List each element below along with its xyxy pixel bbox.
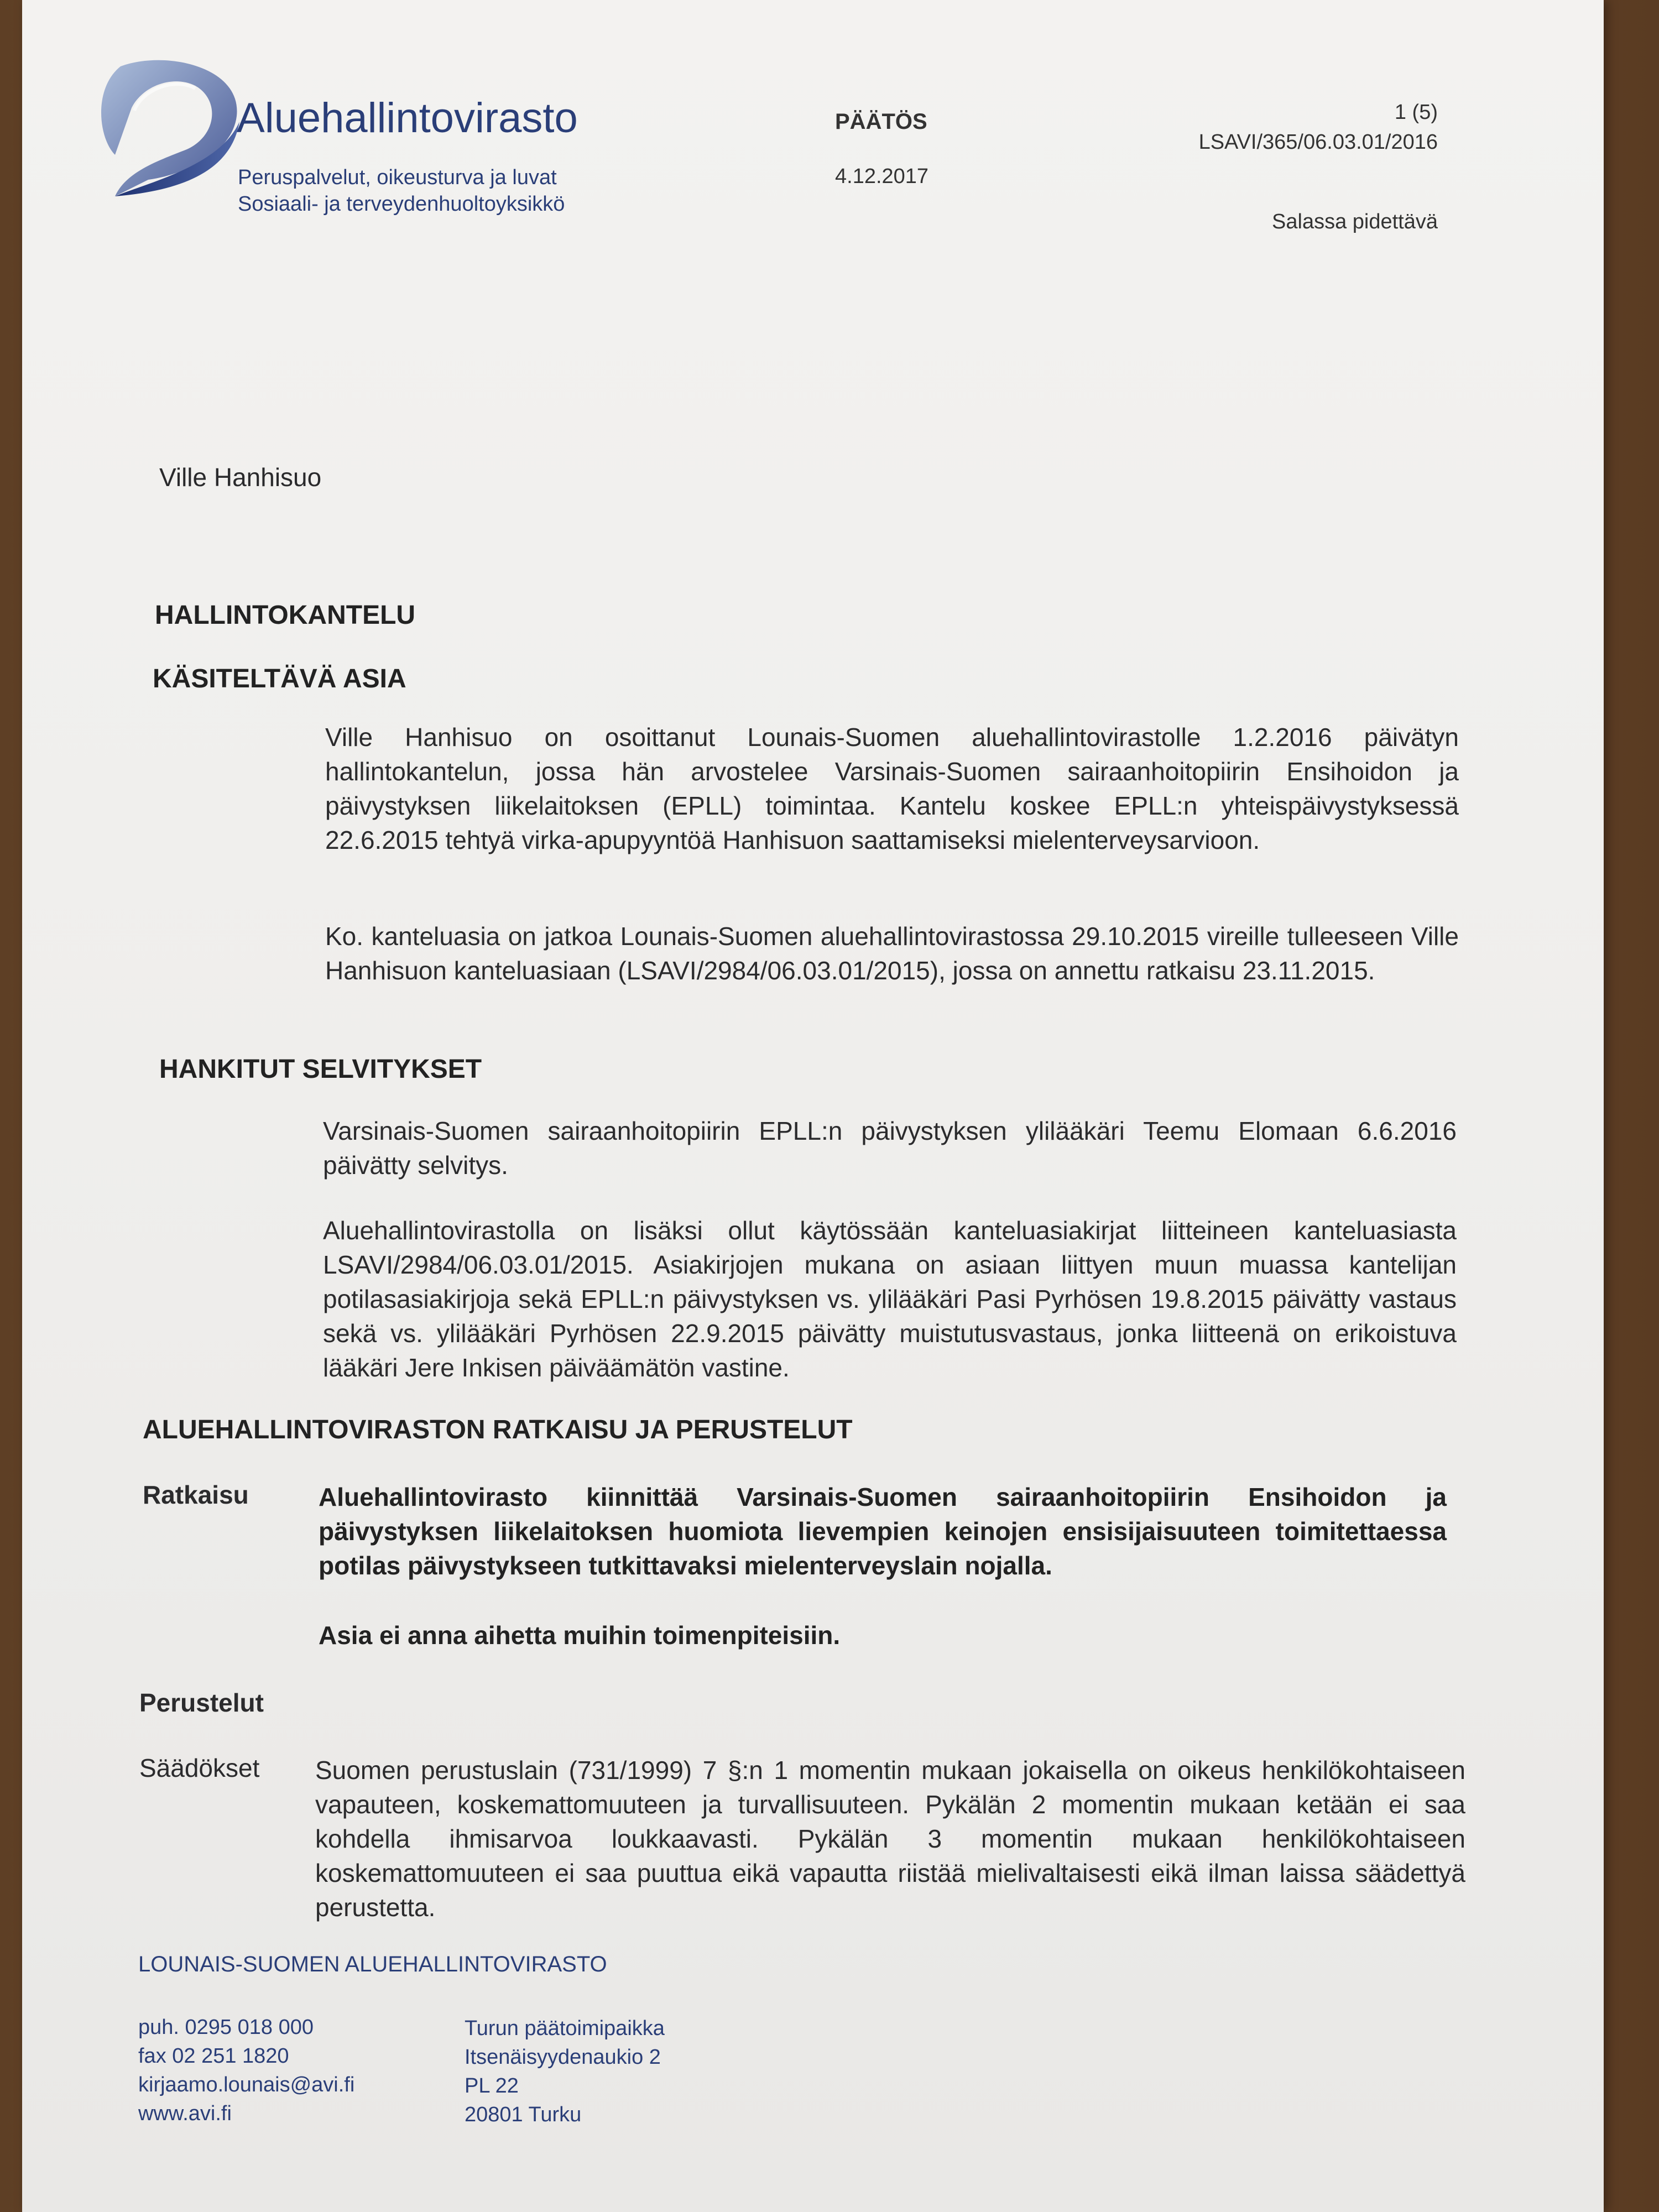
reference-number: LSAVI/365/06.03.01/2016 (1198, 131, 1438, 154)
footer-office-name: LOUNAIS-SUOMEN ALUEHALLINTOVIRASTO (138, 1952, 607, 1976)
footer-address-3: PL 22 (465, 2074, 519, 2098)
heading-decision: ALUEHALLINTOVIRASTON RATKAISU JA PERUSTELUT (143, 1415, 853, 1444)
aluehallintovirasto-logo-icon (82, 55, 248, 199)
agency-name: Aluehallintovirasto (237, 95, 578, 142)
grounds-label: Perustelut (139, 1688, 264, 1717)
solution-label: Ratkaisu (143, 1480, 249, 1509)
heading-main: HALLINTOKANTELU (155, 601, 416, 630)
footer-web: www.avi.fi (138, 2102, 232, 2125)
matter-paragraph-2: Ko. kanteluasia on jatkoa Lounais-Suomen aluehallintovirastossa 29.10.2015 vireille tulleeseen Ville Hanhisuon kanteluasiaan (LSAVI/2984/06.03.01/2015), jossa on annettu ratkaisu 23.11.2015. (325, 922, 1459, 985)
footer-address-2: Itsenäisyydenaukio 2 (465, 2046, 661, 2069)
statutes-label: Säädökset (139, 1754, 260, 1782)
solution-text-2: Asia ei anna aihetta muihin toimenpiteisiin. (319, 1621, 841, 1650)
department-line-2: Sosiaali- ja terveydenhuoltoyksikkö (238, 192, 565, 216)
page-number: 1 (5) (1394, 101, 1438, 124)
footer-contacts (138, 2013, 354, 2128)
document-page (22, 0, 1604, 2212)
matter-paragraph-1: Ville Hanhisuo on osoittanut Lounais-Suomen aluehallintovirastolle 1.2.2016 päivätyn hallintokantelun, jossa hän arvostelee Varsinais-Suomen sairaanhoitopiirin Ensihoidon ja päivystyksen liikelaitoksen (EPLL) toimintaa. Kantelu koskee EPLL:n yhteispäivystyksessä 22.6.2015 tehtyä virka-apupyyntöä Hanhisuon saattamiseksi mielenterveysarvioon. (325, 723, 1459, 854)
footer-address (465, 2014, 665, 2129)
heading-matter: KÄSITELTÄVÄ ASIA (153, 664, 406, 693)
footer-email: kirjaamo.lounais@avi.fi (138, 2073, 355, 2096)
footer-phone: puh. 0295 018 000 (138, 2016, 314, 2039)
heading-reports: HANKITUT SELVITYKSET (159, 1055, 482, 1084)
reports-paragraph-2: Aluehallintovirastolla on lisäksi ollut käytössään kanteluasiakirjat liitteineen kanteluasiasta LSAVI/2984/06.03.01/2015. Asiakirjojen mukana on asiaan liittyen muun muassa kantelijan potilasasiakirjoja sekä EPLL:n päivystyksen vs. ylilääkäri Pasi Pyrhösen 19.8.2015 päivätty vastaus sekä vs. ylilääkäri Pyrhösen 22.9.2015 päivätty muistutusvastaus, jonka liitteenä on erikoistuva lääkäri Jere Inkisen päiväämätön vastine. (323, 1216, 1457, 1382)
footer-address-1: Turun päätoimipaikka (465, 2017, 665, 2040)
confidentiality-notice: Salassa pidettävä (1272, 210, 1438, 233)
solution-text-1: Aluehallintovirasto kiinnittää Varsinais-Suomen sairaanhoitopiirin Ensihoidon ja päivystyksen liikelaitoksen huomiota lievempien keinojen ensisijaisuuteen toimitettaessa potilas päivystykseen tutkittavaksi mielenterveyslain nojalla. (319, 1483, 1447, 1580)
document-type: PÄÄTÖS (835, 109, 927, 134)
footer-address-4: 20801 Turku (465, 2103, 582, 2126)
reports-paragraph-1: Varsinais-Suomen sairaanhoitopiirin EPLL:n päivystyksen ylilääkäri Teemu Elomaan 6.6.2016 päivätty selvitys. (323, 1117, 1457, 1180)
statutes-paragraph: Suomen perustuslain (731/1999) 7 §:n 1 momentin mukaan jokaisella on oikeus henkilökohtaiseen vapauteen, koskemattomuuteen ja turvallisuuteen. Pykälän 2 momentin mukaan ketään ei saa kohdella ihmisarvoa loukkaavasti. Pykälän 3 momentin mukaan henkilökohtaiseen koskemattomuuteen ei saa puuttua eikä vapautta riistää mielivaltaisesti eikä ilman laissa säädettyä perustetta. (315, 1756, 1465, 1922)
footer-fax: fax 02 251 1820 (138, 2044, 289, 2068)
document-date: 4.12.2017 (835, 165, 929, 188)
recipient-name: Ville Hanhisuo (159, 463, 322, 492)
department-line-1: Peruspalvelut, oikeusturva ja luvat (238, 166, 557, 189)
